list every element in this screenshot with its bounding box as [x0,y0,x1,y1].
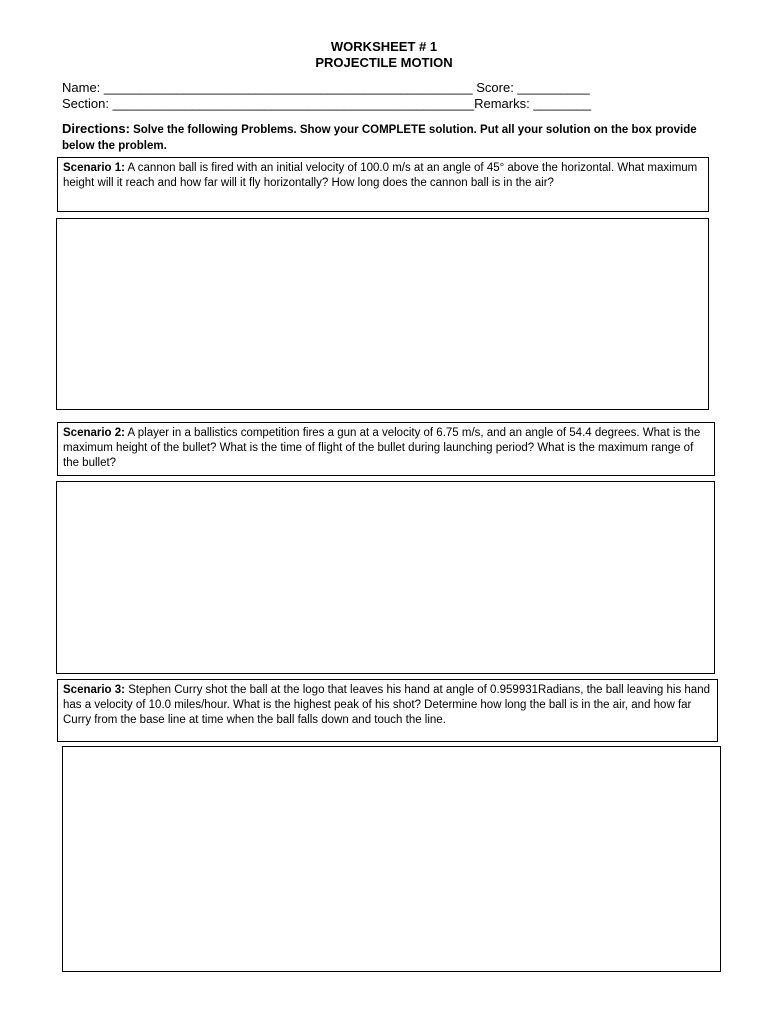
scenario-1-box [57,157,709,212]
worksheet-title: WORKSHEET # 1 [330,39,438,54]
scenario-3-label: Scenario 3: [63,684,125,696]
scenario-3-text: Stephen Curry shot the ball at the logo that leaves his hand at angle of 0.959931Radians, the ball leaving his hand has a velocity of 10.0 miles/hour. What is the highest peak of his shot? Determine how long the ball is in the air, and how far Curry from the base line at time when the ball falls down and touch the line. [63,684,710,726]
scenario-1-text: A cannon ball is fired with an initial velocity of 100.0 m/s at an angle of 45° above the horizontal. What maximum height will it reach and how far will it fly horizontally? How long does the cannon ball is in the air? [63,162,698,189]
section-remarks-line: Section: __________________________________________________Remarks: ________ [62,96,592,111]
scenario-2-box [57,422,715,476]
directions-text: Solve the following Problems. Show your COMPLETE solution. Put all your solution on the box provide below the problem. [62,124,697,152]
scenario-1-answer-box[interactable] [56,218,709,410]
scenario-2-text: A player in a ballistics competition fires a gun at a velocity of 6.75 m/s, and an angle of 54.4 degrees. What is the maximum height of the bullet? What is the time of flight of the bullet during launching period? What is the maximum range of the bullet? [63,427,701,469]
directions [62,121,722,154]
worksheet-subtitle: PROJECTILE MOTION [315,55,453,70]
scenario-3-answer-box[interactable] [62,746,721,972]
scenario-3-box [57,679,718,742]
name-score-line: Name: ___________________________________________________ Score: __________ [62,80,590,95]
scenario-1-label: Scenario 1: [63,162,125,174]
scenario-2-label: Scenario 2: [63,427,125,439]
directions-label: Directions: [62,121,130,136]
scenario-2-answer-box[interactable] [56,481,715,674]
